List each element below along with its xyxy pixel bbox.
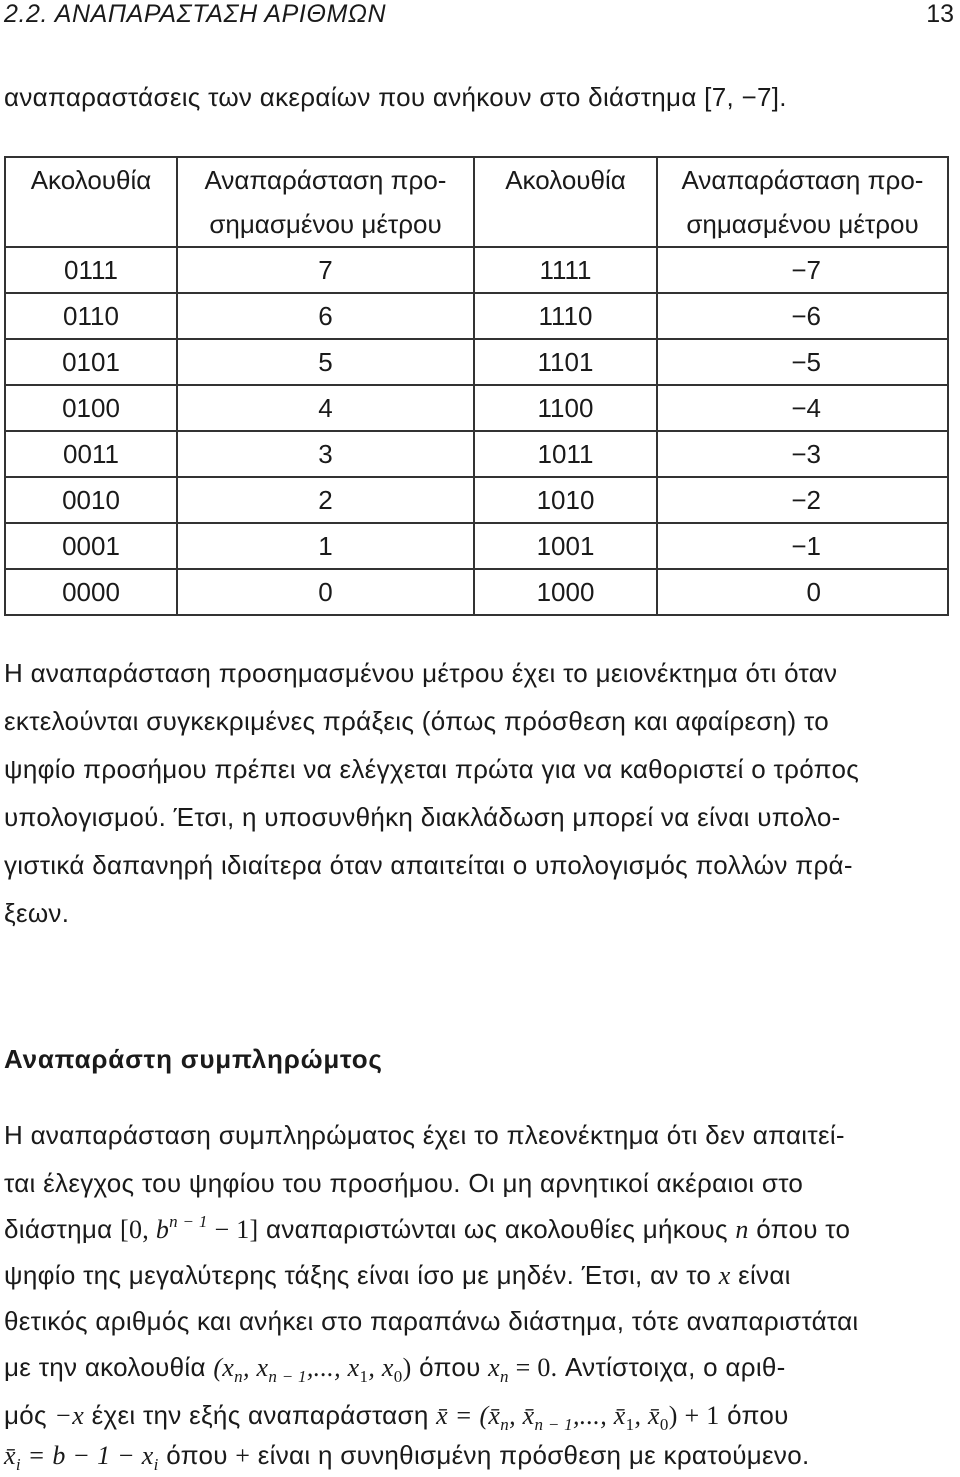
text-run: όπου — [411, 1352, 489, 1382]
text-line — [4, 1440, 810, 1475]
table-row — [5, 523, 948, 569]
header-line: σημασμένου μέτρου — [209, 209, 442, 239]
table-row — [5, 247, 948, 293]
text-run: όπου — [158, 1440, 236, 1470]
table-cell: 1 — [177, 523, 474, 569]
header-line: Ακολουθία — [30, 165, 152, 195]
text-run: με την ακολουθία — [4, 1352, 214, 1382]
text-line: εκτελούνται συγκεκριμένες πράξεις (όπως πρόσθεση και αφαίρεση) το — [4, 706, 829, 736]
math-subscript: 0 — [393, 1367, 403, 1386]
text-line: Η αναπαράσταση συμπληρώματος έχει το πλεονέκτημα ότι δεν απαιτεί- — [4, 1120, 845, 1150]
table-cell: 0100 — [5, 385, 177, 431]
math-subscript: n − 1 — [268, 1367, 307, 1386]
text-run: έχει την εξής αναπαράσταση — [84, 1400, 437, 1430]
table-row — [5, 385, 948, 431]
table-cell: 0001 — [5, 523, 177, 569]
math-expr: , x — [242, 1353, 269, 1382]
text-run: αναπαριστώνται ως ακολουθίες μήκους — [258, 1214, 736, 1244]
math-var: −x — [54, 1401, 85, 1430]
table-cell: 1001 — [474, 523, 657, 569]
text-line — [4, 1352, 786, 1387]
table-cell: 0101 — [5, 339, 177, 385]
math-subscript: i — [15, 1455, 21, 1474]
table-cell: −5 — [657, 339, 948, 385]
math-expr: , x̄ — [634, 1401, 660, 1430]
text-run: είναι — [730, 1260, 791, 1290]
intro-line: αναπαραστάσεις των ακεραίων που ανήκουν στο διάστημα [7, −7]. — [4, 82, 787, 112]
math-expr: = b − 1 − x — [20, 1441, 154, 1470]
math-subscript: n — [500, 1415, 510, 1434]
table-cell: −1 — [657, 523, 948, 569]
math-var: x — [488, 1353, 500, 1382]
math-expr: x̄ — [4, 1441, 16, 1470]
table-cell: 1101 — [474, 339, 657, 385]
math-subscript: 1 — [625, 1415, 635, 1434]
text-line: γιστικά δαπανηρή ιδιαίτερα όταν απαιτείται ο υπολογισμός πολλών πρά- — [4, 850, 853, 880]
table-cell: 1000 — [474, 569, 657, 615]
table-cell: 5 — [177, 339, 474, 385]
math-bracket: − 1] — [207, 1215, 259, 1244]
table-cell: 1110 — [474, 293, 657, 339]
text-run: μός — [4, 1400, 55, 1430]
text-run: όπου το — [748, 1214, 851, 1244]
text-line: Η αναπαράσταση προσημασμένου μέτρου έχει το μειονέκτημα ότι όταν — [4, 658, 838, 688]
table-cell: 0111 — [5, 247, 177, 293]
math-expr: , x — [368, 1353, 394, 1382]
math-expr: (x — [213, 1353, 235, 1382]
math-var: b — [155, 1215, 170, 1244]
math-subscript: n — [500, 1367, 509, 1386]
table-header-row — [5, 157, 948, 247]
table-row — [5, 477, 948, 523]
table-cell: −2 — [657, 477, 948, 523]
table-cell: 2 — [177, 477, 474, 523]
table-cell: −7 — [657, 247, 948, 293]
column-header — [177, 157, 474, 247]
table-cell: 6 — [177, 293, 474, 339]
math-subscript: 0 — [659, 1415, 669, 1434]
text-run: όπου — [719, 1400, 789, 1430]
table-cell: 0110 — [5, 293, 177, 339]
running-head — [4, 0, 954, 30]
table-cell: 3 — [177, 431, 474, 477]
header-line: Ακολουθία — [505, 165, 626, 195]
table-cell: 0 — [177, 569, 474, 615]
text-line — [4, 1212, 850, 1245]
section-title: 2.2. ΑΝΑΠΑΡΑΣΤΑΣΗ ΑΡΙΘΜΩΝ — [4, 0, 387, 28]
math-symbol: + — [235, 1441, 251, 1470]
table-cell: 0000 — [5, 569, 177, 615]
header-line: σημασμένου μέτρου — [686, 209, 919, 239]
math-superscript: n − 1 — [169, 1212, 208, 1231]
signed-magnitude-table — [4, 156, 949, 616]
table-cell: 0011 — [5, 431, 177, 477]
table-cell: 4 — [177, 385, 474, 431]
math-var: x — [718, 1261, 731, 1290]
math-subscript: 1 — [359, 1367, 369, 1386]
math-expr: x̄ = (x̄ — [436, 1401, 501, 1430]
text-line — [4, 1400, 789, 1435]
math-expr: = 0. — [508, 1353, 558, 1382]
column-header — [474, 157, 657, 247]
table-cell: 7 — [177, 247, 474, 293]
column-header — [657, 157, 948, 247]
table-cell: 1011 — [474, 431, 657, 477]
table-cell: 1100 — [474, 385, 657, 431]
table-cell: −4 — [657, 385, 948, 431]
section-heading: Αναπαράστη συμπληρώμτος — [4, 1044, 383, 1074]
table-row — [5, 431, 948, 477]
table-cell: 1010 — [474, 477, 657, 523]
math-subscript: n — [234, 1367, 243, 1386]
text-line: θετικός αριθμός και ανήκει στο παραπάνω διάστημα, τότε αναπαριστάται — [4, 1306, 859, 1336]
math-expr: ,..., x — [306, 1353, 360, 1382]
table-row — [5, 293, 948, 339]
math-bracket: [0, — [120, 1215, 156, 1244]
table-cell: 1111 — [474, 247, 657, 293]
text-run: διάστημα — [4, 1214, 120, 1244]
column-header — [5, 157, 177, 247]
text-line: ται έλεγχος του ψηφίου του προσήμου. Οι μη αρνητικοί ακέραιοι στο — [4, 1168, 804, 1198]
table-cell: −3 — [657, 431, 948, 477]
math-expr: ) — [402, 1353, 412, 1382]
text-run: Αντίστοιχα, ο αριθ- — [557, 1352, 786, 1382]
table-row — [5, 569, 948, 615]
page-number: 13 — [926, 0, 954, 28]
math-var: n — [735, 1215, 749, 1244]
table-cell: −6 — [657, 293, 948, 339]
text-line: ξεων. — [4, 898, 70, 928]
math-expr: ,..., x̄ — [573, 1401, 626, 1430]
header-line: Αναπαράσταση προ- — [204, 165, 447, 195]
table-cell: 0 — [657, 569, 948, 615]
text-run: είναι η συνηθισμένη πρόσθεση με κρατούμενο. — [250, 1440, 810, 1470]
table-row — [5, 339, 948, 385]
table-cell: 0010 — [5, 477, 177, 523]
math-subscript: n − 1 — [534, 1415, 573, 1434]
math-subscript: i — [153, 1455, 159, 1474]
math-expr: , x̄ — [509, 1401, 535, 1430]
text-line: υπολογισμού. Έτσι, η υποσυνθήκη διακλάδωση μπορεί να είναι υπολο- — [4, 802, 841, 832]
header-line: Αναπαράσταση προ- — [681, 165, 924, 195]
math-expr: ) + 1 — [668, 1401, 720, 1430]
text-line: ψηφίο προσήμου πρέπει να ελέγχεται πρώτα για να καθοριστεί ο τρόπος — [4, 754, 860, 784]
text-run: ψηφίο της μεγαλύτερης τάξης είναι ίσο με μηδέν. Έτσι, αν το — [4, 1260, 719, 1290]
text-line — [4, 1260, 791, 1291]
